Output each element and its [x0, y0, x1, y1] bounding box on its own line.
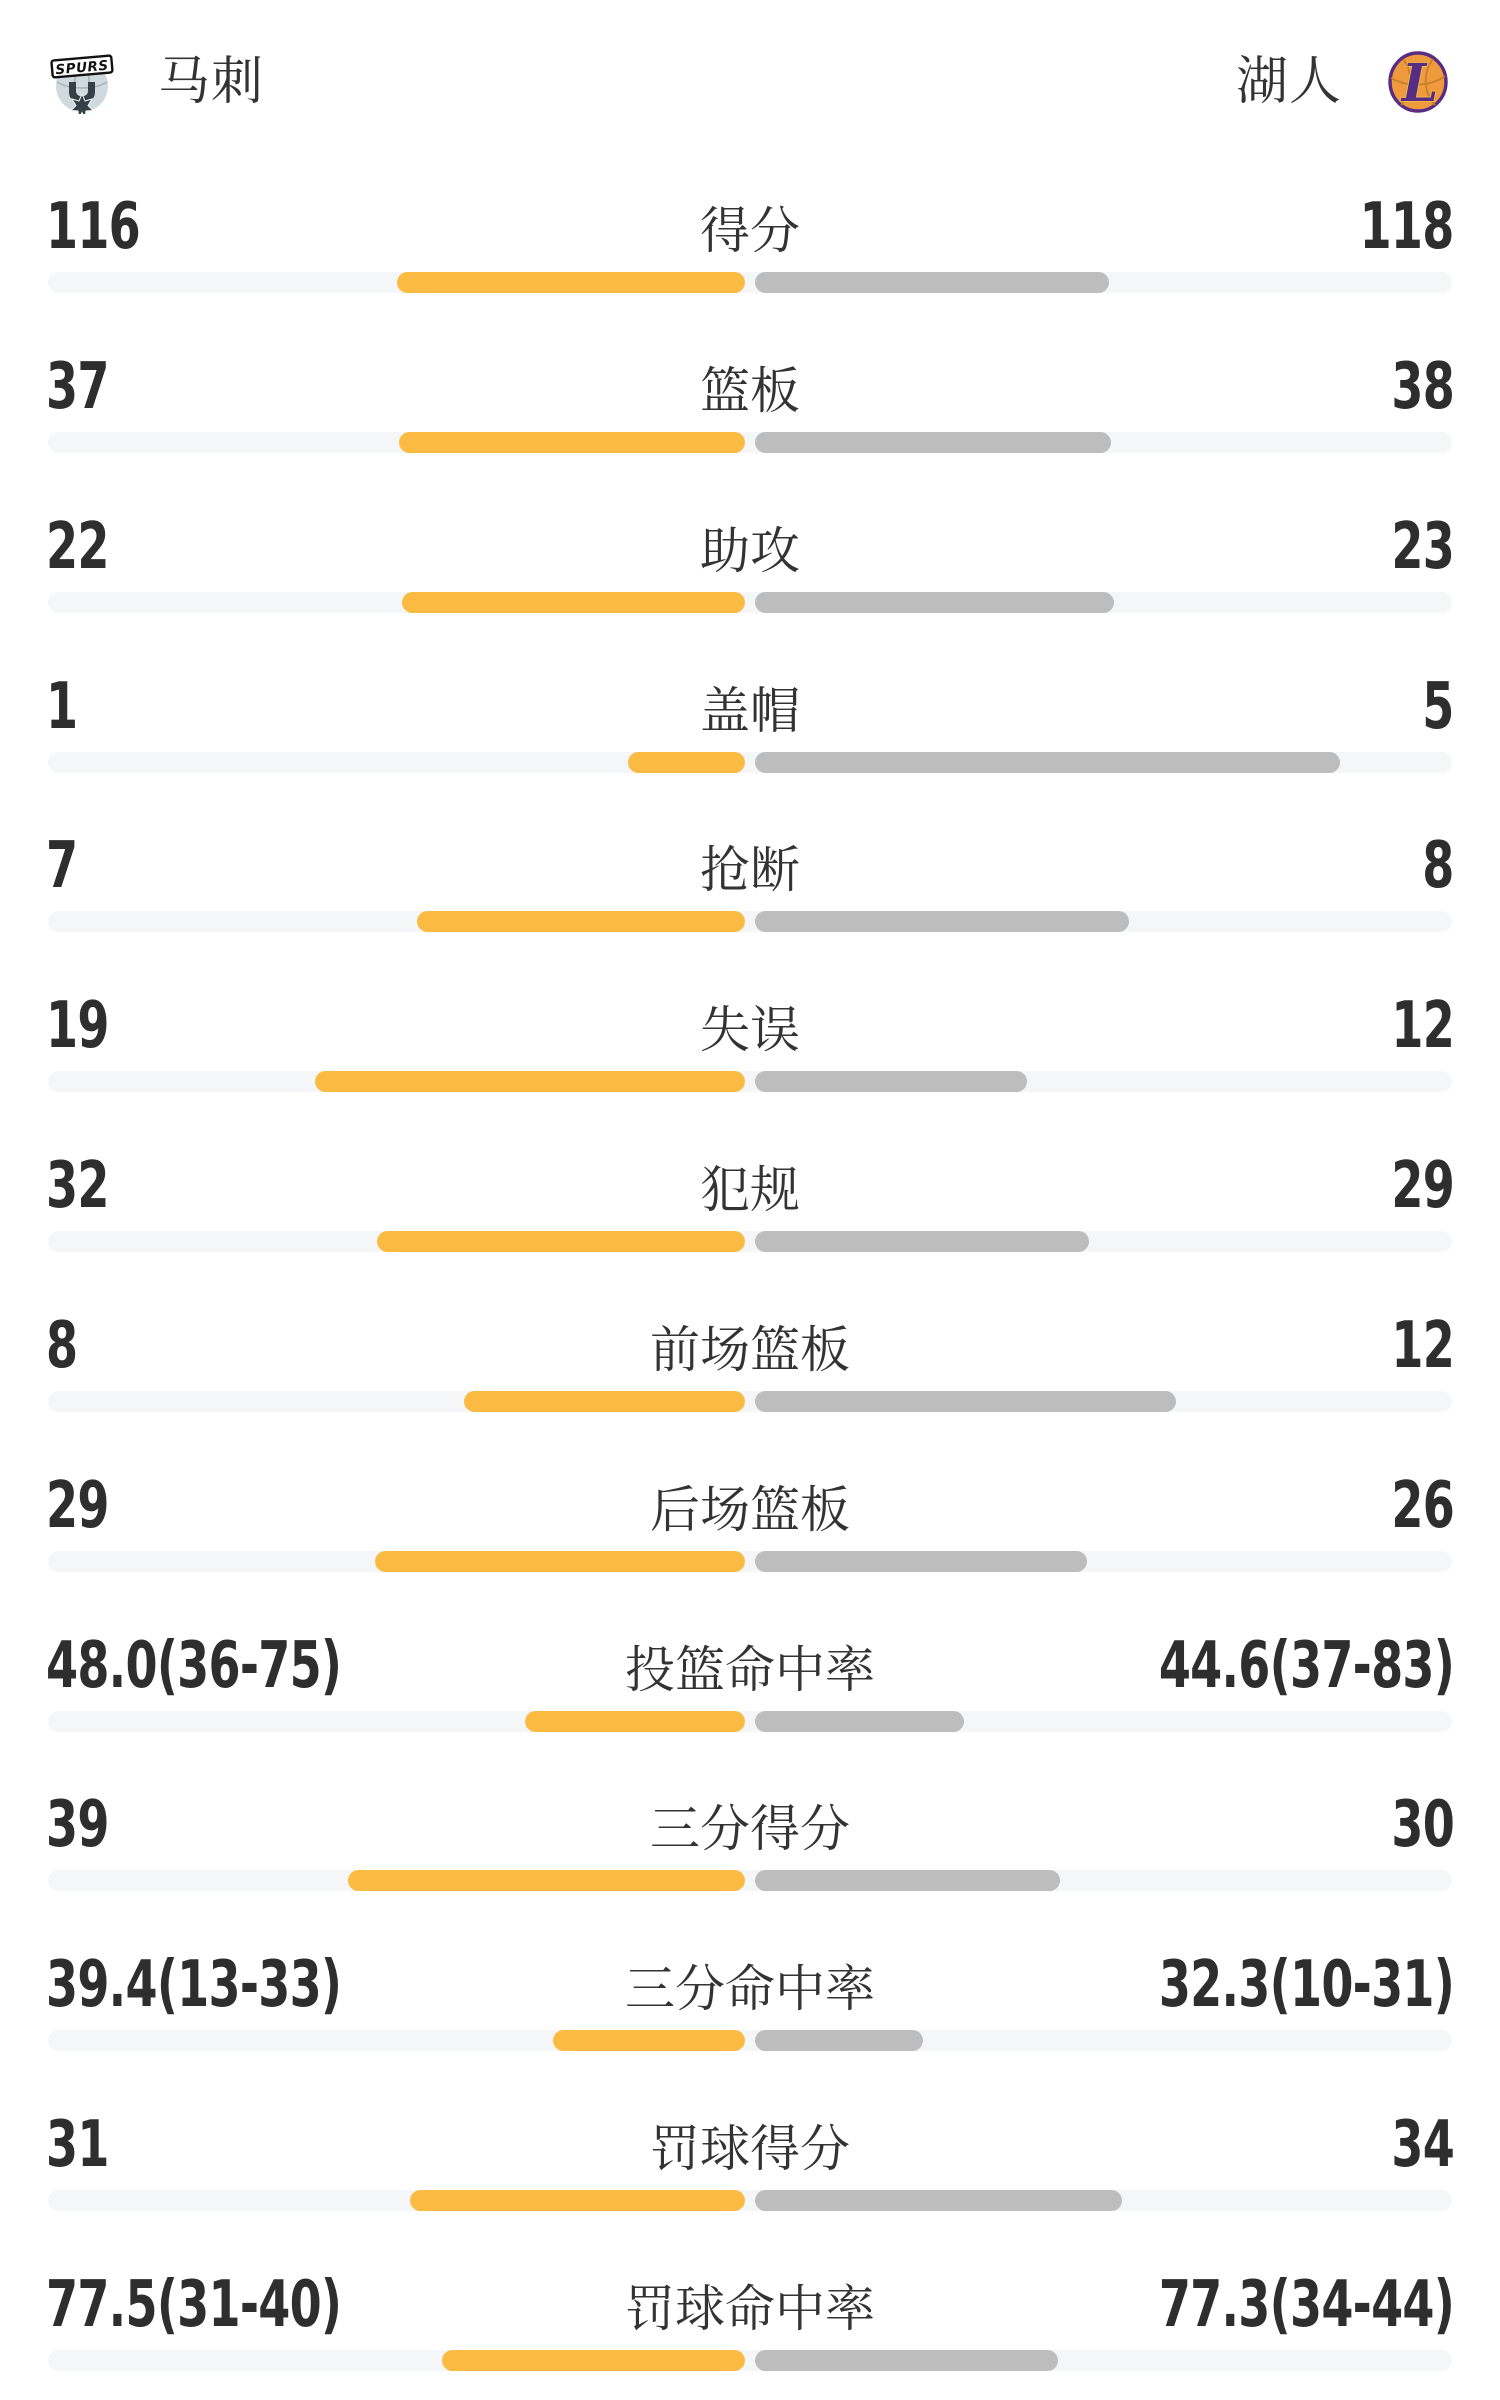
away-value-text: 12 — [1391, 989, 1454, 1064]
away-bar-fill — [755, 752, 1340, 773]
stat-row-values — [46, 2108, 1454, 2183]
home-team-header[interactable] — [50, 50, 264, 114]
away-value-text: 23 — [1391, 509, 1454, 584]
home-bar-fill — [464, 1391, 745, 1412]
stat-row-values — [46, 989, 1454, 1064]
stat-row-values — [46, 1149, 1454, 1224]
stat-row-2 — [0, 322, 1500, 482]
away-value-text: 38 — [1391, 349, 1454, 424]
home-value — [46, 1628, 456, 1703]
home-value-text: 31 — [46, 2108, 109, 2183]
stat-label: 抢断 — [700, 841, 800, 900]
home-value — [46, 829, 90, 904]
away-value-text: 12 — [1391, 1308, 1454, 1383]
stat-row-values — [46, 1788, 1454, 1863]
away-value-text: 118 — [1359, 190, 1454, 264]
svg-text:SPURS: SPURS — [54, 57, 110, 79]
home-value — [46, 1308, 90, 1383]
stats-comparison-list — [0, 162, 1500, 2400]
away-value-text: 44.6(37-83) — [1158, 1628, 1454, 1703]
home-value-text: 29 — [46, 1468, 109, 1543]
away-team-name: 湖人 — [1235, 52, 1342, 112]
home-bar-fill — [348, 1870, 745, 1891]
away-team-header[interactable] — [1236, 50, 1450, 114]
stat-row-4 — [0, 642, 1500, 802]
away-bar-fill — [755, 1231, 1089, 1252]
away-value — [1044, 2267, 1454, 2342]
stat-label: 后场篮板 — [650, 1480, 850, 1539]
away-bar-fill — [755, 2190, 1122, 2211]
stat-label: 前场篮板 — [650, 1320, 850, 1379]
away-value — [1044, 1628, 1454, 1703]
away-bar-fill — [755, 592, 1114, 613]
away-value — [1367, 509, 1454, 584]
bar-track — [48, 2030, 1452, 2051]
stat-label: 失误 — [700, 1001, 800, 1060]
home-bar-fill — [553, 2030, 746, 2051]
bar-track — [48, 2350, 1452, 2371]
home-value-text: 37 — [46, 349, 109, 424]
away-bar-fill — [755, 432, 1111, 453]
away-value-text: 8 — [1422, 829, 1454, 904]
stat-row-values — [46, 1308, 1454, 1383]
stat-row-10 — [0, 1601, 1500, 1761]
home-value-text: 116 — [46, 190, 141, 264]
away-value-text: 30 — [1391, 1788, 1454, 1863]
home-value — [46, 2108, 133, 2183]
away-value — [1367, 1788, 1454, 1863]
away-bar-fill — [755, 911, 1129, 932]
away-value — [1367, 1468, 1454, 1543]
bar-track — [48, 432, 1452, 453]
away-value — [1323, 190, 1454, 264]
away-bar-fill — [755, 2030, 923, 2051]
svg-text:L: L — [1401, 53, 1439, 114]
away-value-text: 5 — [1422, 669, 1454, 744]
stat-row-13 — [0, 2080, 1500, 2240]
away-value-text: 32.3(10-31) — [1158, 1948, 1454, 2023]
away-value — [1367, 989, 1454, 1064]
stat-label: 投篮命中率 — [625, 1640, 875, 1699]
home-value-text: 39.4(13-33) — [46, 1948, 342, 2023]
match-header — [0, 0, 1500, 114]
away-value-text: 34 — [1391, 2108, 1454, 2183]
stat-label: 罚球得分 — [650, 2120, 850, 2179]
away-bar-fill — [755, 1071, 1027, 1092]
stat-row-7 — [0, 1121, 1500, 1281]
bar-track — [48, 272, 1452, 293]
home-bar-fill — [397, 272, 745, 293]
home-value — [46, 1468, 133, 1543]
away-value — [1367, 1308, 1454, 1383]
home-bar-fill — [442, 2350, 745, 2371]
stat-row-values — [46, 669, 1454, 744]
home-value-text: 22 — [46, 509, 109, 584]
home-bar-fill — [628, 752, 745, 773]
away-value — [1410, 829, 1454, 904]
spurs-logo-icon — [50, 50, 114, 114]
bar-track — [48, 1391, 1452, 1412]
home-team-name: 马刺 — [158, 52, 265, 112]
away-bar-fill — [755, 272, 1109, 293]
stat-row-values — [46, 1628, 1454, 1703]
home-value-text: 8 — [46, 1308, 78, 1383]
away-value-text: 26 — [1391, 1468, 1454, 1543]
home-bar-fill — [410, 2190, 745, 2211]
away-bar-fill — [755, 2350, 1058, 2371]
home-value — [46, 349, 133, 424]
stat-label: 三分命中率 — [625, 1960, 875, 2019]
home-value — [46, 1149, 133, 1224]
stat-row-1 — [0, 162, 1500, 322]
bar-track — [48, 1870, 1452, 1891]
away-bar-fill — [755, 1711, 964, 1732]
stat-row-values — [46, 349, 1454, 424]
stat-row-9 — [0, 1441, 1500, 1601]
stat-label: 盖帽 — [700, 681, 800, 740]
lakers-logo-icon — [1386, 50, 1450, 114]
away-value — [1410, 669, 1454, 744]
away-value — [1367, 1149, 1454, 1224]
home-value-text: 39 — [46, 1788, 109, 1863]
bar-track — [48, 911, 1452, 932]
home-value — [46, 989, 133, 1064]
away-bar-fill — [755, 1870, 1060, 1891]
stat-row-8 — [0, 1281, 1500, 1441]
stat-row-values — [46, 1468, 1454, 1543]
bar-track — [48, 1711, 1452, 1732]
away-value — [1044, 1948, 1454, 2023]
stat-row-values — [46, 509, 1454, 584]
home-value — [46, 190, 177, 264]
stat-label: 犯规 — [700, 1161, 800, 1220]
home-bar-fill — [399, 432, 745, 453]
home-bar-fill — [417, 911, 745, 932]
home-value-text: 32 — [46, 1149, 109, 1224]
stat-row-values — [46, 1948, 1454, 2023]
home-value-text: 1 — [46, 669, 78, 744]
away-bar-fill — [755, 1551, 1087, 1572]
bar-track — [48, 1071, 1452, 1092]
stat-row-5 — [0, 801, 1500, 961]
stat-row-12 — [0, 1920, 1500, 2080]
away-value-text: 29 — [1391, 1149, 1454, 1224]
home-bar-fill — [377, 1231, 745, 1252]
home-value-text: 19 — [46, 989, 109, 1064]
stat-label: 得分 — [700, 202, 800, 260]
away-bar-fill — [755, 1391, 1176, 1412]
home-value-text: 77.5(31-40) — [46, 2267, 342, 2342]
home-bar-fill — [525, 1711, 745, 1732]
home-value-text: 7 — [46, 829, 78, 904]
bar-track — [48, 1231, 1452, 1252]
stat-row-14 — [0, 2240, 1500, 2400]
stat-row-3 — [0, 482, 1500, 642]
stat-label: 三分得分 — [650, 1800, 850, 1859]
home-bar-fill — [375, 1551, 745, 1572]
home-value-text: 48.0(36-75) — [46, 1628, 342, 1703]
stat-label: 助攻 — [700, 521, 800, 580]
home-value — [46, 509, 133, 584]
home-value — [46, 2267, 456, 2342]
home-value — [46, 1948, 456, 2023]
stat-row-values — [46, 190, 1454, 264]
away-value — [1367, 349, 1454, 424]
bar-track — [48, 2190, 1452, 2211]
home-value — [46, 1788, 133, 1863]
stat-row-11 — [0, 1760, 1500, 1920]
stat-label: 篮板 — [700, 361, 800, 420]
stat-label: 罚球命中率 — [625, 2279, 875, 2338]
home-value — [46, 669, 90, 744]
stat-row-6 — [0, 961, 1500, 1121]
bar-track — [48, 1551, 1452, 1572]
home-bar-fill — [402, 592, 745, 613]
away-value — [1367, 2108, 1454, 2183]
bar-track — [48, 592, 1452, 613]
away-value-text: 77.3(34-44) — [1158, 2267, 1454, 2342]
stat-row-values — [46, 829, 1454, 904]
stat-row-values — [46, 2267, 1454, 2342]
home-bar-fill — [315, 1071, 745, 1092]
